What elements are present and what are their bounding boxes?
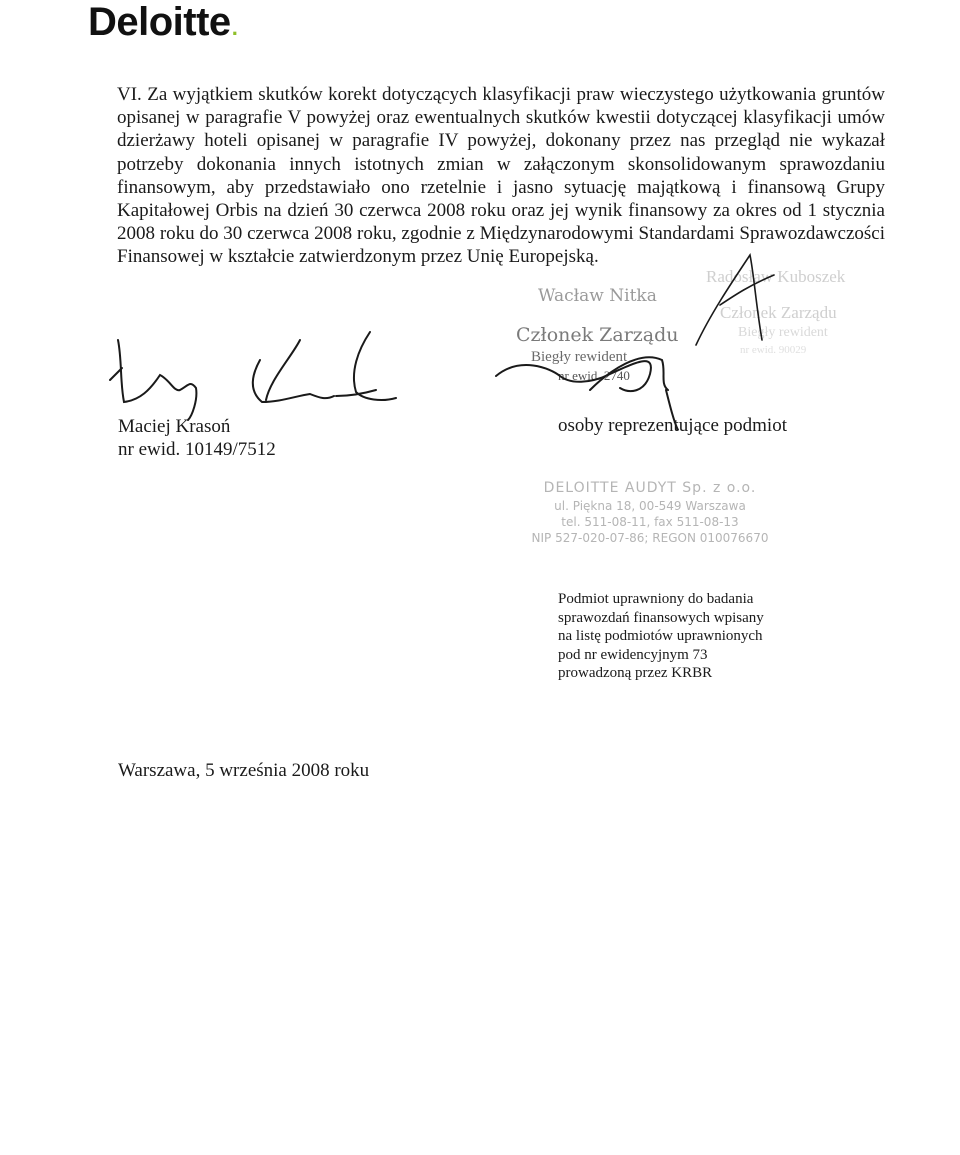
board-stamp-name: Radosław Kuboszek bbox=[706, 267, 846, 286]
entity-note bbox=[558, 590, 798, 683]
firm-stamp-phone: tel. 511-08-11, fax 511-08-13 bbox=[561, 515, 739, 529]
board-stamp-title: Biegły rewident bbox=[738, 325, 828, 340]
firm-stamp-address: ul. Piękna 18, 00-549 Warszawa bbox=[554, 499, 746, 513]
kuboszek-signature bbox=[690, 245, 780, 355]
signer-ewid: nr ewid. 10149/7512 bbox=[118, 439, 276, 460]
entity-note-line: prowadzoną przez KRBR bbox=[558, 665, 713, 681]
auditor-stamp-title: Biegły rewident bbox=[531, 349, 628, 365]
entity-note-line: na listę podmiotów uprawnionych bbox=[558, 628, 763, 644]
krason-signature bbox=[100, 320, 400, 430]
place-date: Warszawa, 5 września 2008 roku bbox=[118, 760, 370, 781]
representatives-label: osoby reprezentujące podmiot bbox=[558, 415, 787, 436]
board-stamp-ewid: nr ewid. 90029 bbox=[740, 344, 807, 356]
firm-stamp-ids: NIP 527-020-07-86; REGON 010076670 bbox=[531, 531, 769, 545]
entity-note-line: pod nr ewidencyjnym 73 bbox=[558, 646, 708, 663]
signer-block bbox=[118, 415, 276, 461]
entity-note-line: sprawozdań finansowych wpisany bbox=[558, 609, 764, 626]
auditor-stamp-role: Członek Zarządu bbox=[516, 324, 679, 346]
signer-name: Maciej Krasoń bbox=[118, 416, 231, 437]
logo-text: Deloitte bbox=[88, 0, 231, 44]
board-stamp-role: Członek Zarządu bbox=[720, 303, 837, 322]
opinion-paragraph: VI. Za wyjątkiem skutków korekt dotyczących klasyfikacji praw wieczystego użytkowania gruntów opisanej w paragrafie V powyżej oraz ewentualnych skutków kwestii dotyczącej klasyfikacji umów dzierżawy hoteli opisanej w paragrafie IV powyżej, dokonany przez nas przegląd nie wykazał potrzeby dokonania innych istotnych zmian w załączonym skonsolidowanym sprawozdaniu finansowym, aby przedstawiało ono rzetelnie i jasno sytuację majątkową i finansową Grupy Kapitałowej Orbis na dzień 30 czerwca 2008 roku oraz jej wynik finansowy za okres od 1 stycznia 2008 roku do 30 czerwca 2008 roku, zgodnie z Międzynarodowymi Standardami Sprawozdawczości Finansowej w kształcie zatwierdzonym przez Unię Europejską. bbox=[117, 84, 885, 268]
entity-note-line: Podmiot uprawniony do badania bbox=[558, 591, 754, 607]
deloitte-logo bbox=[88, 0, 237, 45]
logo-dot: . bbox=[231, 15, 238, 40]
auditor-stamp-name: Wacław Nitka bbox=[538, 286, 657, 306]
auditor-stamp-ewid: nr ewid. 2740 bbox=[558, 368, 630, 383]
firm-stamp-name: DELOITTE AUDYT Sp. z o.o. bbox=[543, 480, 757, 496]
firm-stamp bbox=[500, 478, 800, 546]
